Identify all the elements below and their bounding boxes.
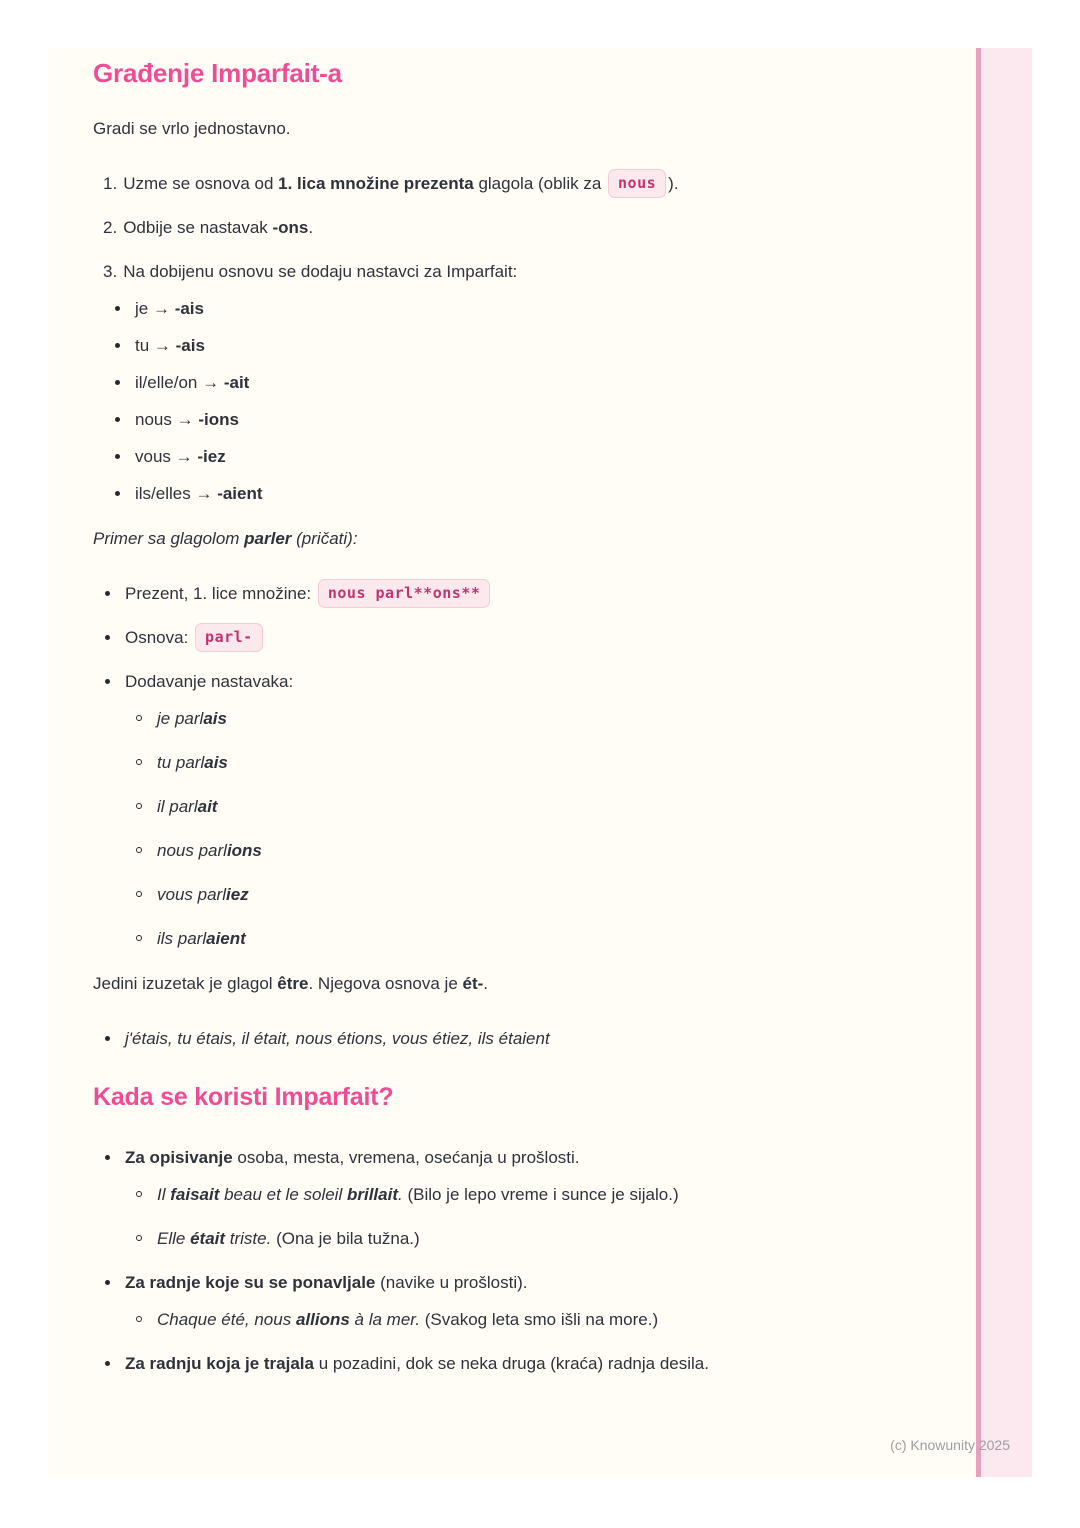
conjugation-item [157,832,942,869]
endings-list [103,290,942,512]
example-item [125,619,942,656]
text-segment: vous parl [157,885,226,904]
conjugation-list [125,700,942,957]
text-segment: . [397,1185,403,1204]
text-segment: Elle [157,1229,191,1248]
example-item [125,663,942,957]
text-segment: (Svakog leta smo išli na more.) [420,1310,659,1329]
step-text [123,262,517,281]
text-segment: il/elle/on → [135,373,224,392]
ending-item [135,364,942,401]
document-card [48,48,1032,1477]
step-text [123,218,313,237]
ending-item [135,401,942,438]
text-segment: osoba, mesta, vremena, osećanja u prošlosti. [232,1148,580,1167]
example-item [125,575,942,612]
text-segment: -iez [197,447,226,466]
text-segment: -ait [223,373,250,392]
text-segment: Jedini izuzetak je glagol [93,974,278,993]
text-segment: ais [204,753,228,772]
conjugation-item [157,700,942,737]
text-segment: -aient [217,484,263,503]
usage-item [125,1139,942,1257]
text-segment: ais [203,709,227,728]
code-chip: nous parl**ons** [318,579,491,608]
usage-item [125,1345,942,1382]
usage-list [93,1139,942,1382]
text-segment: . [308,218,314,237]
usage-sub-item [157,1176,942,1213]
text-segment: Za radnju koja je trajala [125,1354,314,1373]
example-text [125,672,293,691]
ending-item [135,475,942,512]
usage-sub-list [125,1176,942,1257]
text-segment: Dodavanje nastavaka: [125,672,294,691]
text-segment: (pričati): [291,529,358,548]
document-content [48,48,1032,1389]
step-item-3 [103,253,942,512]
exception-paragraph [93,965,942,1002]
code-chip: parl- [195,623,263,652]
text-segment: u pozadini, dok se neka druga (kraća) radnja desila. [313,1354,709,1373]
text-segment: (navike u prošlosti). [375,1273,528,1292]
text-segment: iez [225,885,249,904]
text-segment: brillait [346,1185,398,1204]
step-number: 1. [103,174,118,193]
step-number: 2. [103,218,118,237]
text-segment: parler [244,529,292,548]
text-segment: triste. [225,1229,272,1248]
step-text [123,174,678,193]
text-segment: ait [197,797,218,816]
usage-text [125,1273,528,1292]
usage-sub-item [157,1301,942,1338]
copyright-watermark: (c) Knowunity 2025 [890,1437,1010,1453]
text-segment: 1. lica množine prezenta [278,174,474,193]
text-segment: faisait [170,1185,220,1204]
step-item-1 [103,165,942,202]
text-segment: je → [135,299,175,318]
example-intro [93,520,942,557]
text-segment: Osnova: [125,628,194,647]
text-segment: -ais [174,299,204,318]
example-list [93,575,942,957]
text-segment: j'étais, tu étais, il était, nous étions, vous étiez, ils étaient [125,1029,550,1048]
text-segment: il parl [157,797,198,816]
text-segment: Uzme se osnova od [123,174,279,193]
intro-paragraph: Gradi se vrlo jednostavno. [93,119,291,138]
text-segment: allions [295,1310,350,1329]
usage-item [125,1264,942,1338]
text-segment: était [190,1229,226,1248]
text-segment: Primer sa glagolom [93,529,245,548]
usage-sub-item [157,1220,942,1257]
step-number: 3. [103,262,118,281]
conjugation-item [157,920,942,957]
usage-sub-list [125,1301,942,1338]
ending-item [135,327,942,364]
conjugation-item [157,876,942,913]
text-segment: nous parl [157,841,227,860]
text-segment: . [483,974,489,993]
text-segment: je parl [157,709,204,728]
text-segment: -ons [272,218,309,237]
conjugation-item [157,788,942,825]
text-segment: à la mer. [349,1310,421,1329]
steps-list [93,165,942,512]
text-segment: beau et le soleil [219,1185,347,1204]
section-title-gradjenje: Građenje Imparfait-a [93,58,342,88]
usage-text [125,1354,709,1373]
text-segment: (Bilo je lepo vreme i sunce je sijalo.) [402,1185,679,1204]
text-segment: Na dobijenu osnovu se dodaju nastavci za Imparfait: [123,262,518,281]
code-chip: nous [608,169,666,198]
text-segment: glagola (oblik za [473,174,607,193]
text-segment: ). [668,174,679,193]
text-segment: ions [226,841,262,860]
text-segment: tu parl [157,753,205,772]
usage-text [125,1148,580,1167]
ending-item [135,290,942,327]
text-segment: ils parl [157,929,207,948]
section-title-kada: Kada se koristi Imparfait? [93,1083,394,1111]
text-segment: tu → [135,336,176,355]
text-segment: vous → [135,447,198,466]
text-segment: . Njegova osnova je [308,974,463,993]
text-segment: Prezent, 1. lice množine: [125,584,316,603]
text-segment: Il [157,1185,171,1204]
exception-example-item [125,1020,942,1057]
text-segment: ils/elles → [135,484,218,503]
text-segment: être [277,974,309,993]
step-item-2 [103,209,942,246]
conjugation-item [157,744,942,781]
ending-item [135,438,942,475]
text-segment: -ais [175,336,205,355]
text-segment: nous → [135,410,199,429]
text-segment: aient [206,929,246,948]
text-segment: Chaque été, nous [157,1310,296,1329]
text-segment: Za radnje koje su se ponavljale [125,1273,376,1292]
text-segment: (Ona je bila tužna.) [271,1229,420,1248]
text-segment: -ions [198,410,239,429]
text-segment: Za opisivanje [125,1148,233,1167]
text-segment: ét- [462,974,484,993]
exception-example-list [93,1020,942,1057]
text-segment: Odbije se nastavak [123,218,273,237]
